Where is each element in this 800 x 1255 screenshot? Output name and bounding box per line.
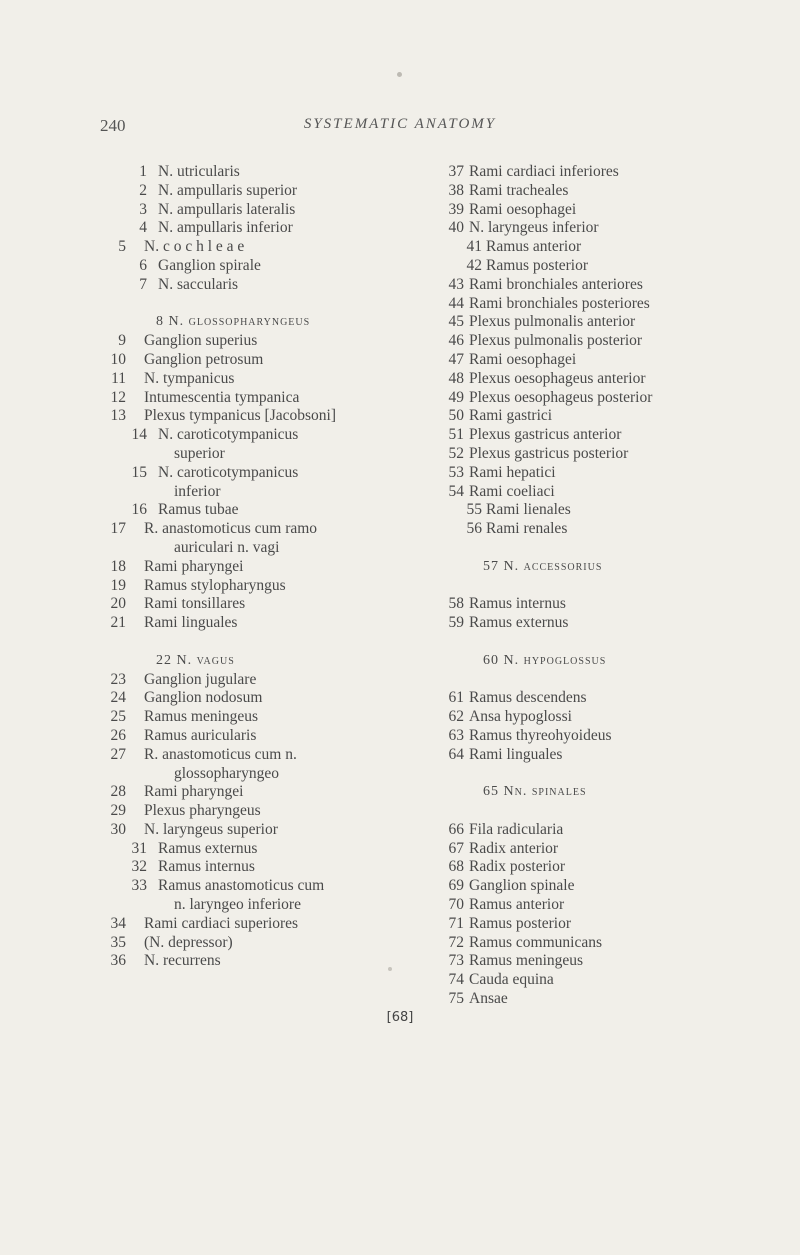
- section-gap: [435, 577, 765, 596]
- entry-line: [435, 238, 765, 257]
- entry-text: N. ampullaris inferior: [158, 219, 293, 237]
- entry-number: 4: [139, 219, 147, 237]
- section-heading: [102, 652, 442, 671]
- entry-line: [435, 595, 765, 614]
- entry-line: [102, 238, 442, 257]
- section-heading: [435, 783, 765, 802]
- entry-line: [102, 407, 442, 426]
- entry-text: (N. depressor): [144, 933, 233, 951]
- entry-text: Ramus thyreohyoideus: [469, 726, 612, 744]
- entry-line: [435, 746, 765, 765]
- entry-text: N. caroticotympanicus: [158, 463, 299, 481]
- entry-line: [102, 746, 442, 765]
- entry-line: [435, 219, 765, 238]
- entry-text: Ramus posterior: [469, 914, 572, 932]
- section-heading: [435, 558, 765, 577]
- entry-line: [102, 276, 442, 295]
- entry-line: [435, 821, 765, 840]
- section-heading: [435, 652, 765, 671]
- section-gap: [435, 633, 765, 652]
- entry-text: N. tympanicus: [144, 369, 235, 387]
- entry-number: 39: [448, 200, 464, 218]
- entry-text: Rami pharyngei: [144, 783, 244, 801]
- entry-text: Rami hepatici: [469, 463, 556, 481]
- section-gap: [102, 633, 442, 652]
- section-gap: [435, 802, 765, 821]
- entry-text: Rami tonsillares: [144, 595, 246, 613]
- entry-number: 15: [131, 463, 147, 481]
- entry-text: Ramus anastomoticus cum: [158, 877, 325, 895]
- plate-number: [68]: [386, 1010, 414, 1025]
- entry-number: 29: [110, 802, 126, 820]
- entry-number: 7: [139, 275, 147, 293]
- entry-text: Ramus tubae: [158, 501, 239, 519]
- entry-number: 38: [448, 181, 464, 199]
- entry-line: [102, 708, 442, 727]
- entry-text: Ramus externus: [158, 839, 258, 857]
- entry-text: Rami oesophagei: [469, 200, 577, 218]
- entry-text: Radix posterior: [469, 858, 565, 876]
- section-heading-text: 65 Nn. spinales: [483, 784, 587, 800]
- entry-number: 62: [448, 708, 464, 726]
- section-heading-text: 60 N. hypoglossus: [483, 652, 607, 668]
- printing-speck: [397, 72, 402, 77]
- entry-number: 35: [110, 933, 126, 951]
- entry-number: 44: [448, 294, 464, 312]
- entry-text: Ganglion spinale: [469, 877, 575, 895]
- entry-number: 73: [448, 952, 464, 970]
- right-column: [435, 163, 765, 1009]
- entry-number: 50: [448, 407, 464, 425]
- entry-text: Rami gastrici: [469, 407, 553, 425]
- entry-text: Ansa hypoglossi: [469, 708, 572, 726]
- entry-number: 28: [110, 783, 126, 801]
- entry-line: [435, 182, 765, 201]
- entry-number: 25: [110, 708, 126, 726]
- entry-line: [435, 727, 765, 746]
- section-gap: [435, 765, 765, 784]
- entry-line: [435, 952, 765, 971]
- entry-line: [102, 689, 442, 708]
- page-number: 240: [100, 116, 126, 135]
- entry-number: 51: [448, 426, 464, 444]
- entry-line: [102, 783, 442, 802]
- entry-text: Ramus externus: [469, 614, 569, 632]
- entry-line: [102, 802, 442, 821]
- entry-number: 18: [110, 557, 126, 575]
- entry-number: 6: [139, 256, 147, 274]
- entry-text: Ramus descendens: [469, 689, 587, 707]
- entry-line: [435, 370, 765, 389]
- entry-number: 43: [448, 275, 464, 293]
- entry-line: [102, 445, 442, 464]
- entry-text: n. laryngeo inferiore: [174, 896, 301, 914]
- entry-line: [435, 520, 765, 539]
- entry-text: Ramus anterior: [486, 238, 582, 256]
- entry-number: 52: [448, 444, 464, 462]
- entry-line: [102, 765, 442, 784]
- entry-number: 45: [448, 313, 464, 331]
- entry-number: 16: [131, 501, 147, 519]
- entry-text: Ramus internus: [469, 595, 566, 613]
- entry-number: 56: [466, 520, 482, 538]
- entry-number: 67: [448, 839, 464, 857]
- entry-text: N. saccularis: [158, 275, 239, 293]
- running-title: SYSTEMATIC ANATOMY: [303, 116, 497, 132]
- entry-number: 69: [448, 877, 464, 895]
- entry-line: [435, 708, 765, 727]
- entry-number: 40: [448, 219, 464, 237]
- entry-number: 10: [110, 350, 126, 368]
- entry-line: [102, 201, 442, 220]
- entry-text: N. utricularis: [158, 163, 240, 180]
- entry-number: 13: [110, 407, 126, 425]
- entry-line: [435, 201, 765, 220]
- entry-text: R. anastomoticus cum ramo: [144, 520, 318, 538]
- printing-speck: [388, 967, 392, 971]
- entry-line: [435, 840, 765, 859]
- entry-text: Ganglion petrosum: [144, 350, 264, 368]
- entry-text: auriculari n. vagi: [174, 538, 280, 556]
- entry-text: Plexus oesophageus anterior: [469, 369, 646, 387]
- entry-text: N. laryngeus superior: [144, 820, 278, 838]
- entry-number: 53: [448, 463, 464, 481]
- entry-text: Plexus pharyngeus: [144, 802, 261, 820]
- entry-text: N. ampullaris lateralis: [158, 200, 296, 218]
- entry-line: [102, 351, 442, 370]
- entry-line: [435, 276, 765, 295]
- section-gap: [102, 295, 442, 314]
- entry-text: N. c o c h l e a e: [144, 238, 245, 256]
- entry-number: 5: [118, 238, 126, 256]
- entry-number: 66: [448, 820, 464, 838]
- entry-number: 72: [448, 933, 464, 951]
- entry-number: 9: [118, 332, 126, 350]
- section-gap: [435, 539, 765, 558]
- section-heading-text: 57 N. accessorius: [483, 558, 603, 574]
- entry-line: [102, 558, 442, 577]
- entry-line: [102, 671, 442, 690]
- entry-number: 58: [448, 595, 464, 613]
- entry-text: Plexus pulmonalis anterior: [469, 313, 636, 331]
- entry-text: Plexus gastricus anterior: [469, 426, 622, 444]
- entry-line: [102, 840, 442, 859]
- entry-line: [435, 483, 765, 502]
- entry-text: Cauda equina: [469, 971, 554, 989]
- entry-line: [435, 614, 765, 633]
- entry-line: [102, 163, 442, 182]
- entry-line: [435, 915, 765, 934]
- entry-number: 74: [448, 971, 464, 989]
- entry-number: 20: [110, 595, 126, 613]
- entry-number: 14: [131, 426, 147, 444]
- entry-number: 30: [110, 820, 126, 838]
- entry-line: [435, 990, 765, 1009]
- section-heading-text: 22 N. vagus: [156, 652, 235, 668]
- entry-line: [435, 426, 765, 445]
- entry-line: [102, 614, 442, 633]
- entry-line: [435, 163, 765, 182]
- entry-number: 63: [448, 726, 464, 744]
- entry-text: Ramus posterior: [486, 256, 589, 274]
- entry-line: [435, 257, 765, 276]
- entry-number: 27: [110, 745, 126, 763]
- entry-line: [102, 257, 442, 276]
- entry-line: [435, 464, 765, 483]
- entry-number: 49: [448, 388, 464, 406]
- entry-text: Ganglion jugulare: [144, 670, 257, 688]
- page-header: [0, 116, 800, 138]
- left-column: [102, 163, 442, 971]
- entry-text: Plexus gastricus posterior: [469, 444, 629, 462]
- entry-line: [102, 370, 442, 389]
- entry-number: 1: [139, 163, 147, 180]
- entry-text: Ramus communicans: [469, 933, 603, 951]
- entry-line: [102, 727, 442, 746]
- entry-line: [102, 464, 442, 483]
- entry-number: 75: [448, 990, 464, 1008]
- entry-number: 54: [448, 482, 464, 500]
- entry-line: [102, 821, 442, 840]
- entry-number: 68: [448, 858, 464, 876]
- entry-number: 21: [110, 614, 126, 632]
- entry-text: N. laryngeus inferior: [469, 219, 599, 237]
- entry-number: 64: [448, 745, 464, 763]
- entry-text: Rami coeliaci: [469, 482, 555, 500]
- entry-text: N. caroticotympanicus: [158, 426, 299, 444]
- entry-text: Plexus pulmonalis posterior: [469, 332, 643, 350]
- entry-number: 70: [448, 896, 464, 914]
- entry-line: [102, 426, 442, 445]
- entry-line: [102, 577, 442, 596]
- entry-line: [102, 483, 442, 502]
- entry-text: Ramus anterior: [469, 896, 565, 914]
- entry-line: [102, 896, 442, 915]
- entry-text: glossopharyngeo: [174, 764, 280, 782]
- entry-number: 46: [448, 332, 464, 350]
- entry-text: Fila radicularia: [469, 820, 564, 838]
- entry-line: [102, 877, 442, 896]
- entry-text: Rami bronchiales posteriores: [469, 294, 650, 312]
- section-heading: [102, 313, 442, 332]
- entry-line: [102, 858, 442, 877]
- entry-number: 37: [448, 163, 464, 180]
- section-heading-text: 8 N. glossopharyngeus: [156, 314, 311, 330]
- entry-text: Ganglion nodosum: [144, 689, 263, 707]
- entry-text: Rami lienales: [486, 501, 571, 519]
- entry-number: 12: [110, 388, 126, 406]
- entry-text: Ganglion spirale: [158, 256, 261, 274]
- entry-line: [435, 877, 765, 896]
- entry-line: [435, 858, 765, 877]
- entry-text: Ramus auricularis: [144, 726, 257, 744]
- entry-line: [102, 539, 442, 558]
- entry-text: Plexus tympanicus [Jacobsoni]: [144, 407, 337, 425]
- entry-text: Ganglion superius: [144, 332, 258, 350]
- entry-number: 3: [139, 200, 147, 218]
- entry-text: Ramus internus: [158, 858, 255, 876]
- entry-text: N. recurrens: [144, 952, 221, 970]
- entry-number: 32: [131, 858, 147, 876]
- entry-line: [102, 501, 442, 520]
- entry-number: 36: [110, 952, 126, 970]
- entry-number: 71: [448, 914, 464, 932]
- entry-number: 33: [131, 877, 147, 895]
- entry-number: 55: [466, 501, 482, 519]
- entry-text: Radix anterior: [469, 839, 559, 857]
- entry-number: 41: [466, 238, 482, 256]
- entry-line: [435, 407, 765, 426]
- entry-line: [435, 501, 765, 520]
- entry-number: 23: [110, 670, 126, 688]
- entry-line: [102, 332, 442, 351]
- entry-text: Ramus meningeus: [144, 708, 259, 726]
- entry-line: [435, 971, 765, 990]
- entry-text: Rami pharyngei: [144, 557, 244, 575]
- entry-text: inferior: [174, 482, 221, 500]
- entry-number: 17: [110, 520, 126, 538]
- entry-text: Rami cardiaci inferiores: [469, 163, 619, 180]
- entry-number: 61: [448, 689, 464, 707]
- entry-line: [102, 915, 442, 934]
- entry-line: [102, 595, 442, 614]
- entry-number: 42: [466, 256, 482, 274]
- entry-number: 48: [448, 369, 464, 387]
- entry-line: [435, 389, 765, 408]
- entry-number: 31: [131, 839, 147, 857]
- entry-text: Rami linguales: [469, 745, 563, 763]
- entry-line: [435, 445, 765, 464]
- entry-line: [435, 332, 765, 351]
- entry-text: Ansae: [469, 990, 508, 1008]
- entry-number: 59: [448, 614, 464, 632]
- entry-number: 11: [111, 369, 126, 387]
- entry-number: 24: [110, 689, 126, 707]
- entry-text: Plexus oesophageus posterior: [469, 388, 653, 406]
- entry-text: superior: [174, 444, 225, 462]
- entry-text: Ramus meningeus: [469, 952, 584, 970]
- entry-number: 34: [110, 914, 126, 932]
- entry-number: 2: [139, 181, 147, 199]
- entry-text: Ramus stylopharyngus: [144, 576, 286, 594]
- entry-number: 19: [110, 576, 126, 594]
- entry-line: [102, 182, 442, 201]
- entry-text: Rami bronchiales anteriores: [469, 275, 643, 293]
- entry-line: [435, 689, 765, 708]
- entry-number: 26: [110, 726, 126, 744]
- entry-line: [102, 219, 442, 238]
- entry-line: [435, 313, 765, 332]
- entry-number: 47: [448, 350, 464, 368]
- section-gap: [435, 671, 765, 690]
- entry-text: Rami cardiaci superiores: [144, 914, 299, 932]
- entry-line: [435, 295, 765, 314]
- entry-line: [102, 389, 442, 408]
- entry-line: [435, 896, 765, 915]
- entry-line: [435, 934, 765, 953]
- entry-text: Intumescentia tympanica: [144, 388, 300, 406]
- entry-text: Rami linguales: [144, 614, 238, 632]
- entry-line: [102, 520, 442, 539]
- entry-text: R. anastomoticus cum n.: [144, 745, 297, 763]
- entry-text: N. ampullaris superior: [158, 181, 298, 199]
- entry-line: [102, 934, 442, 953]
- entry-text: Rami tracheales: [469, 181, 569, 199]
- entry-text: Rami oesophagei: [469, 350, 577, 368]
- entry-line: [435, 351, 765, 370]
- entry-text: Rami renales: [486, 520, 568, 538]
